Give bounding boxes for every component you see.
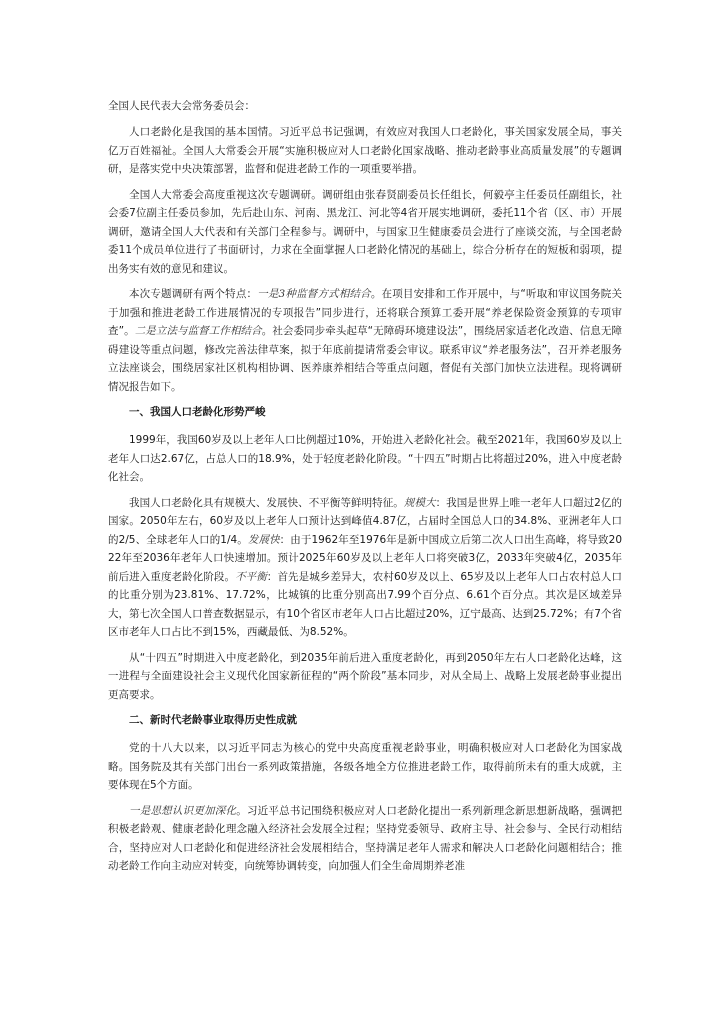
paragraph-features [108, 285, 622, 396]
ideology-emphasis: 一是思想认识更加深化 [129, 804, 237, 817]
paragraph-aging-characteristics [108, 494, 622, 642]
feature-two-text: 。社会委同步牵头起草“无障碍环境建设法”，围绕居家适老化改造、信息无障碍建设等重点问题，修改完善法律草案，拟于年底前提请常委会审议。联系审议“养老服务法”，召开养老服务立法座谈会，围绕居家社区机构相协调、医养康养相结合等重点问题，督促有关部门加快立法进程。现将调研情况报告如下。 [108, 325, 622, 393]
fast-growth-emphasis: 发展快 [247, 533, 280, 546]
large-scale-text: ：我国是世界上唯一老年人口超过2亿的国家。2050年左右，60岁及以上老年人口预计达到峰值4.87亿，占届时全国总人口的34.8%、亚洲老年人口的2/5、全球老年人口的1/4。 [108, 496, 622, 546]
feature-one-text: 。在项目安排和工作开展中，与“听取和审议国务院关于加强和推进老龄工作进展情况的专项报告”同步进行，还将联合预算工委开展“养老保险资金预算的专项审查”。 [108, 288, 622, 337]
large-scale-emphasis: 规模大 [403, 496, 436, 509]
paragraph-research-group: 全国人大常委会高度重视这次专题调研。调研组由张春贤副委员长任组长，何毅亭主任委员任副组长，社会委7位副主任委员参加，先后赴山东、河南、黑龙江、河北等4省开展实地调研，委托11个省（区、市）开展调研，邀请全国人大代表和有关部门全程参与。调研中，与国家卫生健康委员会进行了座谈交流，与全国老龄委11个成员单位进行了书面研讨，力求在全面掌握人口老龄化情况的基础上，综合分析存在的短板和弱项，提出务实有效的意见和建议。 [108, 188, 622, 275]
imbalance-emphasis: 不平衡 [235, 570, 267, 583]
section-heading-1: 一、我国人口老龄化形势严峻 [129, 406, 266, 418]
salutation: 全国人民代表大会常务委员会： [108, 100, 255, 112]
section-heading-2: 二、新时代老龄事业取得历史性成就 [129, 714, 297, 726]
ideology-text: 。习近平总书记围绕积极应对人口老龄化提出一系列新理念新思想新战略，强调把积极老龄观、健康老龄化理念融入经济社会发展全过程；坚持党委领导、政府主导、社会参与、全民行动相结合，坚持应对人口老龄化和促进经济社会发展相结合，坚持满足老年人需求和解决人口老龄化问题相结合；推动老龄工作向主动应对转变，向统筹协调转变，向加强人们全生命周期养老准 [108, 804, 623, 872]
feature-one-emphasis: 一是3种监督方式相结合 [257, 288, 371, 300]
feature-two-emphasis: 二是立法与监督工作相结合 [134, 325, 262, 337]
fast-growth-text: ：由于1962年至1976年是新中国成立后第二次人口出生高峰，将导致2022年至2036年老年人口快速增加。预计2025年60岁及以上老年人口将突破3亿，2033年突破4亿，2035年前后进入重度老龄化阶段。 [108, 533, 623, 583]
features-lead: 本次专题调研有两个特点： [129, 288, 258, 300]
paragraph-intro: 人口老龄化是我国的基本国情。习近平总书记强调，有效应对我国人口老龄化，事关国家发展全局，事关亿万百姓福祉。全国人大常委会开展“实施积极应对人口老龄化国家战略、推动老龄事业高质量发展”的专题调研，是落实党中央决策部署，监督和促进老龄工作的一项重要举措。 [108, 126, 622, 175]
paragraph-aging-timeline: 从“十四五”时期进入中度老龄化，到2035年前后进入重度老龄化，再到2050年左右人口老龄化达峰，这一进程与全面建设社会主义现代化国家新征程的“两个阶段”基本同步，对从全局上、战略上发展老龄事业提出更高要求。 [108, 651, 622, 701]
paragraph-achievements: 党的十八大以来，以习近平同志为核心的党中央高度重视老龄事业，明确积极应对人口老龄化为国家战略。国务院及其有关部门出台一系列政策措施，各级各地全方位推进老龄工作，取得前所未有的重大成就，主要体现在5个方面。 [108, 742, 622, 791]
paragraph-ideology [108, 802, 622, 876]
characteristics-lead: 我国人口老龄化具有规模大、发展快、不平衡等鲜明特征。 [129, 496, 404, 509]
paragraph-aging-statistics: 1999年，我国60岁及以上老年人口比例超过10%，开始进入老龄化社会。截至2021年，我国60岁及以上老年人口达2.67亿，占总人口的18.9%，处于轻度老龄化阶段。“十四五”时期占比将超过20%，进入中度老龄化社会。 [108, 434, 622, 483]
document-page [108, 97, 622, 883]
imbalance-text: ：首先是城乡差异大，农村60岁及以上、65岁及以上老年人口占农村总人口的比重分别为23.81%、17.72%，比城镇的比重分别高出7.99个百分点、6.61个百分点。其次是区域差异大，第七次全国人口普查数据显示，有10个省区市老年人口占比超过20%，辽宁最高、达到25.72%；有7个省区市老年人口占比不到15%，西藏最低、为8.52%。 [108, 570, 622, 638]
